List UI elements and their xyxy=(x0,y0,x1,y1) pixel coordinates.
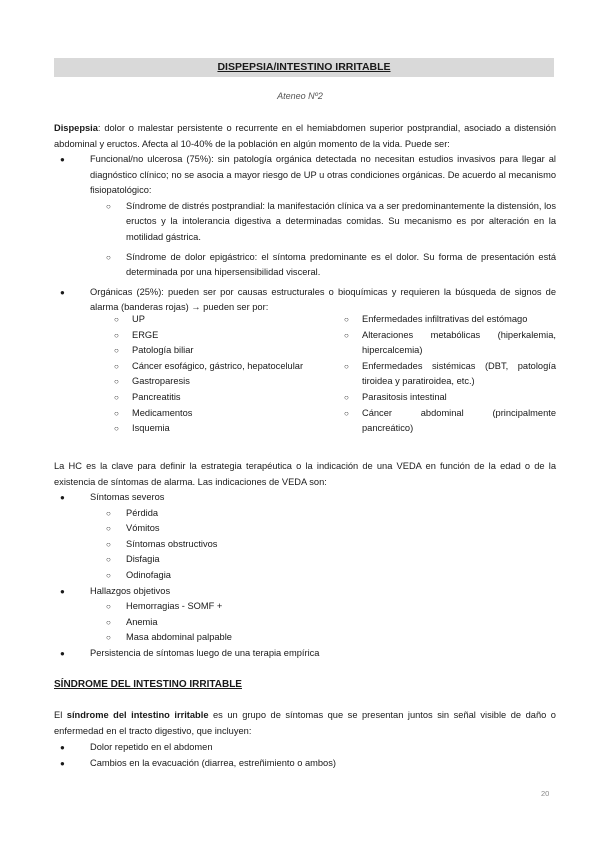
organic-causes-right xyxy=(338,312,556,437)
list-item: ○ Enfermedades infiltrativas del estómago xyxy=(338,312,556,328)
list-item: ○ Cáncer abdominal (principalmente pancreático) xyxy=(338,406,556,437)
list-item: ○ Isquemia xyxy=(108,421,338,437)
list-item: ○ Patología biliar xyxy=(108,343,338,359)
list-item-hallazgos: ● Hallazgos objetivos xyxy=(54,584,556,600)
definition-text: : dolor o malestar persistente o recurrente en el hemiabdomen superior postprandial, asociado a distensión abdominal y eructos. Afecta al 10-40% de la población en algún momento de la vida. Puede ser: xyxy=(54,123,556,149)
page-number: 20 xyxy=(541,789,550,798)
list-item: ○ Pancreatitis xyxy=(108,390,338,406)
list-item: ○ Disfagia xyxy=(54,552,556,568)
list-item: ○ Vómitos xyxy=(54,521,556,537)
list-item-funcional: ● Funcional/no ulcerosa (75%): sin patología orgánica detectada no necesitan estudios invasivos para llegar al diagnóstico clínico; no se asocia a mayor riesgo de UP u otras condiciones orgánicas. De acuerdo al mecanismo fisiopatológico: xyxy=(54,152,556,199)
list-item: ○ Anemia xyxy=(54,615,556,631)
definition-term: Dispepsia xyxy=(54,123,98,133)
page-title: DISPEPSIA/INTESTINO IRRITABLE xyxy=(54,58,554,77)
list-item-dolor-epigastrico: ○ Síndrome de dolor epigástrico: el síntoma predominante es el dolor. Su forma de presentación está determinada por una hipersensibilidad visceral. xyxy=(54,250,556,281)
sii-paragraph: El síndrome del intestino irritable es un grupo de síntomas que se presentan juntos sin señal visible de daño o enfermedad en el tracto digestivo, que incluyen: xyxy=(54,710,556,736)
section-heading-sii: SÍNDROME DEL INTESTINO IRRITABLE xyxy=(54,679,242,690)
list-item: ○ Gastroparesis xyxy=(108,374,338,390)
list-item: ○ Alteraciones metabólicas (hiperkalemia, hipercalcemia) xyxy=(338,328,556,359)
list-item: ○ Medicamentos xyxy=(108,406,338,422)
list-item: ○ Hemorragias - SOMF + xyxy=(54,599,556,615)
organic-causes-left xyxy=(108,312,338,437)
list-item: ○ Enfermedades sistémicas (DBT, patología tiroidea y paratiroidea, etc.) xyxy=(338,359,556,390)
hc-paragraph: La HC es la clave para definir la estrategia terapéutica o la indicación de una VEDA en función de la edad o de la existencia de síntomas de alarma. Las indicaciones de VEDA son: xyxy=(54,461,556,487)
list-item-organicas: ● Orgánicas (25%): pueden ser por causas estructurales o bioquímicas y requieren la búsqueda de signos de alarma (banderas rojas) → pueden ser por: xyxy=(54,285,556,316)
sii-term: síndrome del intestino irritable xyxy=(66,710,209,720)
list-item: ○ Odinofagia xyxy=(54,568,556,584)
list-item: ○ UP xyxy=(108,312,338,328)
subtitle: Ateneo Nº2 xyxy=(277,91,323,101)
dispepsia-definition xyxy=(54,121,556,152)
list-item: ○ Cáncer esofágico, gástrico, hepatocelular xyxy=(108,359,338,375)
list-item: ○ Síntomas obstructivos xyxy=(54,537,556,553)
list-item: ○ Parasitosis intestinal xyxy=(338,390,556,406)
list-item: ○ Pérdida xyxy=(54,506,556,522)
list-item: ● Dolor repetido en el abdomen xyxy=(54,740,556,756)
list-item: ○ ERGE xyxy=(108,328,338,344)
sii-symptoms-list xyxy=(54,740,556,771)
list-item: ○ Masa abdominal palpable xyxy=(54,630,556,646)
dispepsia-types-list xyxy=(54,152,556,316)
list-item-persistencia: ● Persistencia de síntomas luego de una terapia empírica xyxy=(54,646,556,662)
veda-indications-list xyxy=(54,490,556,662)
list-item: ● Cambios en la evacuación (diarrea, estreñimiento o ambos) xyxy=(54,756,556,772)
list-item-distres: ○ Síndrome de distrés postprandial: la manifestación clínica va a ser predominantemente la distensión, los eructos y la intolerancia digestiva a determinadas comidas. Su mecanismo es por alteración en la motilidad gástrica. xyxy=(54,199,556,246)
list-item-sintomas: ● Síntomas severos xyxy=(54,490,556,506)
